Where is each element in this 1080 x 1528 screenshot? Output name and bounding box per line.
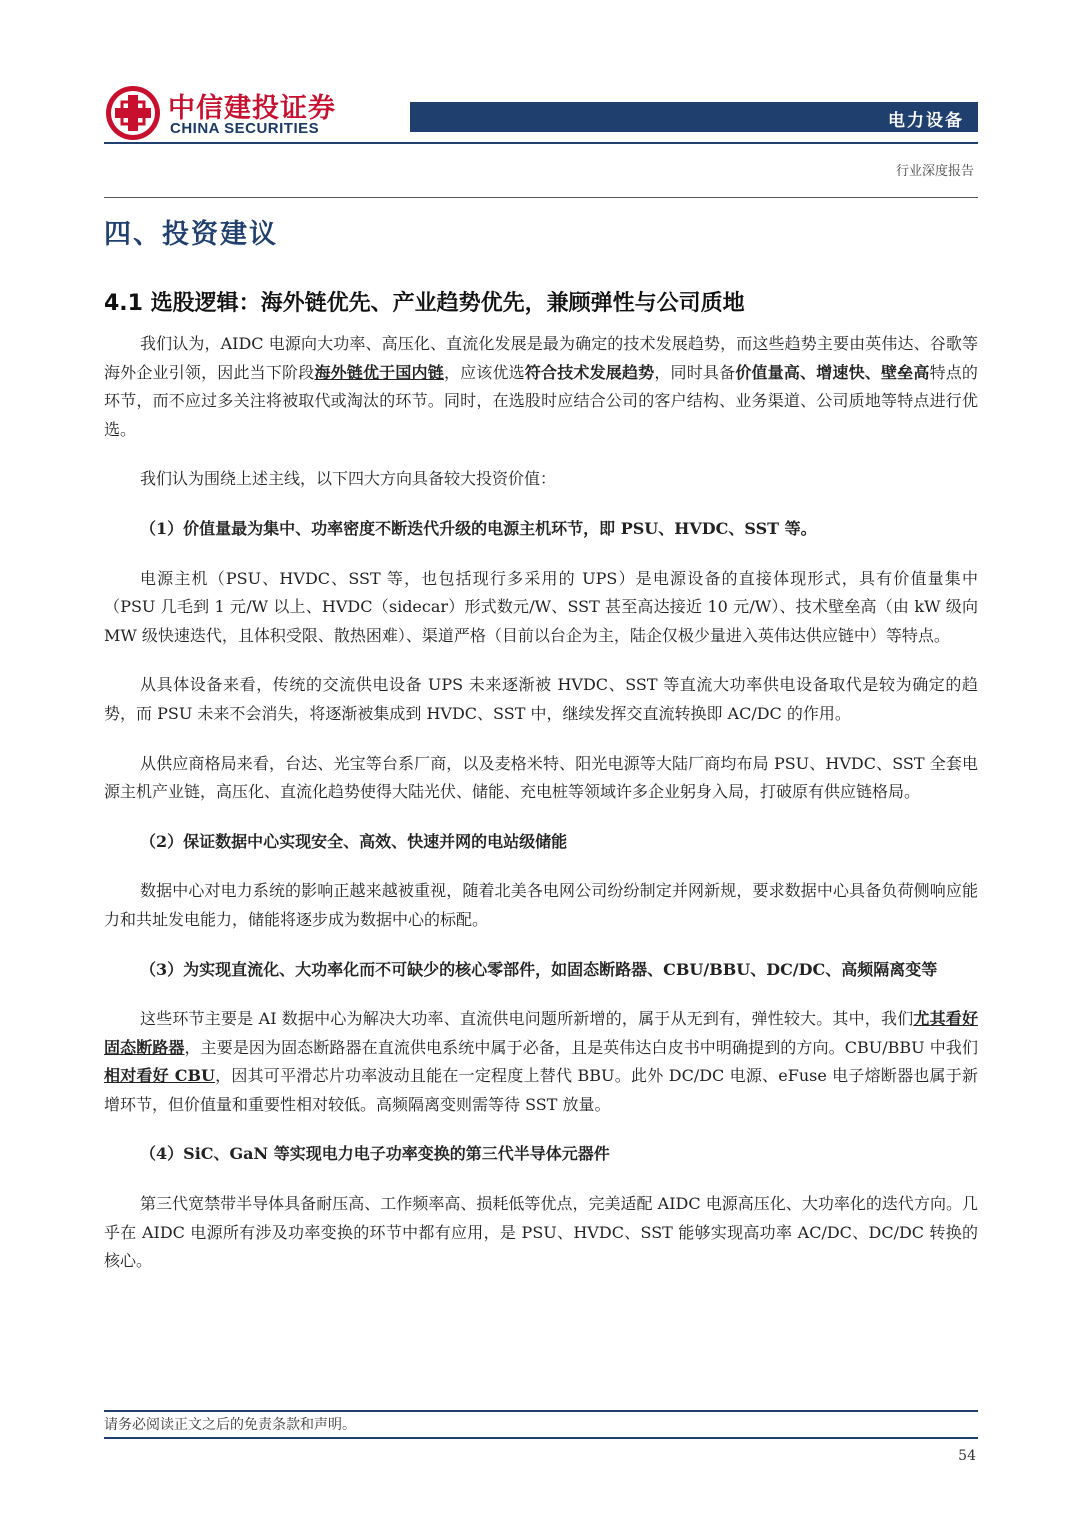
paragraph-third-gen-semiconductor: 第三代宽禁带半导体具备耐压高、工作频率高、损耗低等优点，完美适配 AIDC 电源高压化、大功率化的迭代方向。几乎在 AIDC 电源所有涉及功率变换的环节中都有应用，是 PSU、HVDC、SST 能够实现高功率 AC/DC、DC/DC 转换的核心。: [104, 1194, 978, 1271]
report-type: 行业深度报告: [895, 164, 974, 179]
highlight-cbu: 相对看好 CBU: [104, 1066, 215, 1086]
industry-label: 电力设备: [888, 111, 964, 131]
footer-divider-bottom: [104, 1437, 978, 1439]
logo-chinese-name: 中信建投证券: [168, 93, 336, 124]
highlight-tech-trend: 符合技术发展趋势: [524, 362, 655, 382]
paragraph-selection-logic: 我们认为，AIDC 电源向大功率、高压化、直流化发展是最为确定的技术发展趋势，而这些趋势主要由英伟达、谷歌等海外企业引领，因此当下阶段海外链优于国内链，应该优选符合技术发展趋势，同时具备价值量高、增速快、壁垒高特点的环节，而不应过多关注将被取代或淘汰的环节。同时，在选股时应结合公司的客户结构、业务渠道、公司质地等特点进行优选。: [104, 334, 978, 439]
citic-logo-icon: [104, 84, 162, 142]
highlight-solid-state-breaker: 尤其看好固态断路器: [104, 1009, 978, 1057]
highlight-value-traits: 价值量高、增速快、壁垒高: [735, 362, 930, 382]
highlight-overseas-chain: 海外链优于国内链: [314, 362, 444, 382]
header-divider-thin: [104, 197, 978, 198]
report-body: [104, 330, 978, 1297]
industry-banner: [410, 102, 978, 132]
paragraph-power-host: 电源主机（PSU、HVDC、SST 等，也包括现行多采用的 UPS）是电源设备的直接体现形式，具有价值量集中（PSU 几毛到 1 元/W 以上、HVDC（sidecar）形式数元/W、SST 甚至高达接近 10 元/W）、技术壁垒高（由 kW 级向 MW 级快速迭代，且体积受限、散热困难）、渠道严格（目前以台企为主，陆企仅极少量进入英伟达供应链中）等特点。: [104, 568, 978, 645]
paragraph-energy-storage: 数据中心对电力系统的影响正越来越被重视，随着北美各电网公司纷纷制定并网新规，要求数据中心具备负荷侧响应能力和共址发电能力，储能将逐步成为数据中心的标配。: [104, 881, 978, 929]
paragraph-core-components: 这些环节主要是 AI 数据中心为解决大功率、直流供电问题所新增的，属于从无到有，弹性较大。其中，我们尤其看好固态断路器，主要是因为固态断路器在直流供电系统中属于必备，且是英伟达白皮书中明确提到的方向。CBU/BBU 中我们相对看好 CBU，因其可平滑芯片功率波动且能在一定程度上替代 BBU。此外 DC/DC 电源、eFuse 电子熔断器也属于新增环节，但价值量和重要性相对较低。高频隔离变则需等待 SST 放量。: [104, 1009, 978, 1114]
direction-heading-3: （3）为实现直流化、大功率化而不可缺少的核心零部件，如固态断路器、CBU/BBU、DC/DC、高频隔离变等: [140, 959, 938, 979]
subsection-title: 4.1 选股逻辑：海外链优先、产业趋势优先，兼顾弹性与公司质地: [104, 291, 745, 316]
logo-english-name: CHINA SECURITIES: [170, 120, 320, 137]
page-number: 54: [958, 1448, 976, 1464]
direction-heading-4: （4）SiC、GaN 等实现电力电子功率变换的第三代半导体元器件: [140, 1144, 610, 1164]
disclaimer-note: 请务必阅读正文之后的免责条款和声明。: [104, 1417, 356, 1433]
footer-divider-top: [104, 1410, 978, 1412]
paragraph-four-directions: 我们认为围绕上述主线，以下四大方向具备较大投资价值：: [140, 469, 557, 489]
section-title: 四、投资建议: [104, 219, 278, 250]
header-divider: [104, 142, 978, 144]
paragraph-supplier-landscape: 从供应商格局来看，台达、光宝等台系厂商，以及麦格米特、阳光电源等大陆厂商均布局 PSU、HVDC、SST 全套电源主机产业链，高压化、直流化趋势使得大陆光伏、储能、充电桩等领域许多企业躬身入局，打破原有供应链格局。: [104, 753, 978, 802]
company-logo: [104, 84, 344, 144]
direction-heading-1: （1）价值量最为集中、功率密度不断迭代升级的电源主机环节，即 PSU、HVDC、SST 等。: [140, 518, 817, 538]
paragraph-equipment-trend: 从具体设备来看，传统的交流供电设备 UPS 未来逐渐被 HVDC、SST 等直流大功率供电设备取代是较为确定的趋势，而 PSU 未来不会消失，将逐渐被集成到 HVDC、SST 中，继续发挥交直流转换即 AC/DC 的作用。: [104, 675, 978, 723]
direction-heading-2: （2）保证数据中心实现安全、高效、快速并网的电站级储能: [140, 831, 568, 851]
